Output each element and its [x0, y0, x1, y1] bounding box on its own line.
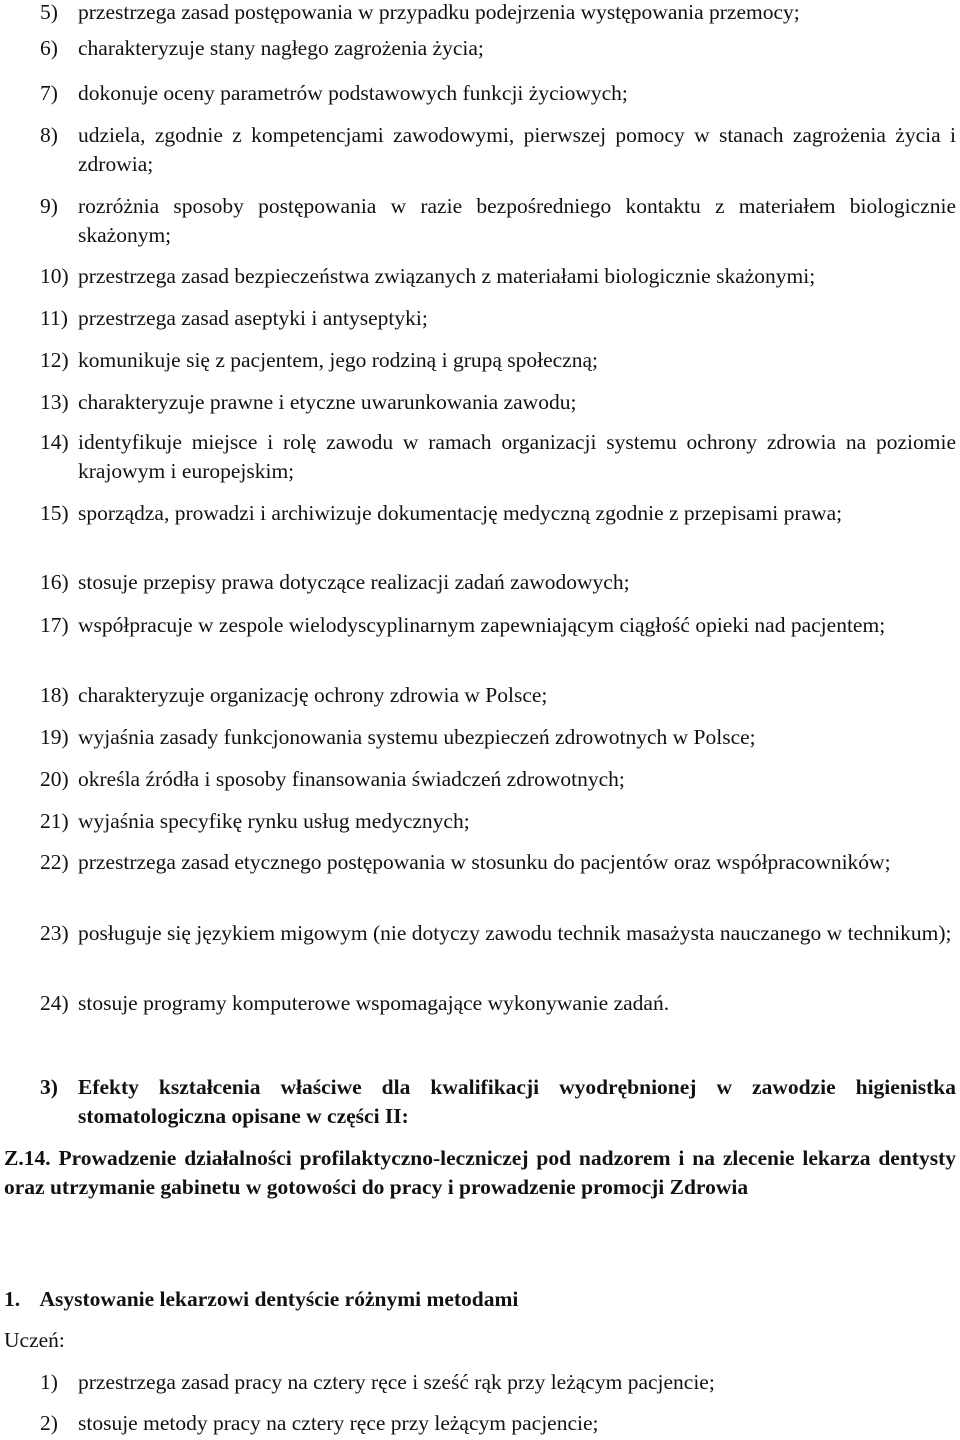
- list-item-number: 11): [40, 306, 68, 330]
- list-item-number: 15): [40, 501, 69, 525]
- list-item-number: 13): [40, 390, 69, 414]
- list-item: [40, 1368, 956, 1397]
- list-item-number: 14): [40, 430, 69, 454]
- list-item: [40, 428, 956, 486]
- student-label: Uczeń:: [4, 1328, 65, 1352]
- list-item: [40, 723, 956, 752]
- list-item-number: 17): [40, 613, 69, 637]
- list-item: [40, 388, 956, 417]
- list-item: [40, 807, 956, 836]
- list-item-text: sporządza, prowadzi i archiwizuje dokumentację medyczną zgodnie z przepisami prawa;: [78, 501, 843, 525]
- list-item-text: rozróżnia sposoby postępowania w razie bezpośredniego kontaktu z materiałem biologicznie skażonym;: [78, 194, 956, 247]
- list-item: [40, 192, 956, 250]
- list-item-number: 2): [40, 1411, 58, 1435]
- list-item-number: 7): [40, 81, 58, 105]
- section-title: Efekty kształcenia właściwe dla kwalifikacji wyodrębnionej w zawodzie higienistka stomatologiczna opisane w części II:: [78, 1075, 956, 1128]
- list-item: [40, 568, 956, 597]
- list-item-text: stosuje programy komputerowe wspomagające wykonywanie zadań.: [78, 991, 670, 1015]
- list-item-text: przestrzega zasad etycznego postępowania w stosunku do pacjentów oraz współpracowników;: [78, 850, 891, 874]
- qualification-title: Z.14. Prowadzenie działalności profilaktyczno-leczniczej pod nadzorem i na zlecenie lekarza dentysty oraz utrzymanie gabinetu w gotowości do pracy i prowadzenie promocji Zdrowia: [4, 1146, 956, 1199]
- list-item: [40, 1409, 956, 1438]
- section-number: 3): [40, 1075, 58, 1099]
- list-item-number: 18): [40, 683, 69, 707]
- subsection-number: 1.: [4, 1287, 21, 1311]
- list-item-text: określa źródła i sposoby finansowania świadczeń zdrowotnych;: [78, 767, 625, 791]
- list-item-text: identyfikuje miejsce i rolę zawodu w ramach organizacji systemu ochrony zdrowia na poziomie krajowym i europejskim;: [78, 430, 956, 483]
- list-item-text: przestrzega zasad bezpieczeństwa związanych z materiałami biologicznie skażonymi;: [78, 264, 816, 288]
- list-item: [40, 989, 956, 1018]
- list-item-number: 22): [40, 850, 69, 874]
- list-item: [40, 681, 956, 710]
- list-item: [40, 848, 956, 877]
- list-item-text: komunikuje się z pacjentem, jego rodziną i grupą społeczną;: [78, 348, 598, 372]
- list-item: [40, 611, 956, 640]
- list-item-text: stosuje metody pracy na cztery ręce przy leżącym pacjencie;: [78, 1411, 599, 1435]
- list-item-text: stosuje przepisy prawa dotyczące realizacji zadań zawodowych;: [78, 570, 630, 594]
- list-item-number: 24): [40, 991, 69, 1015]
- subsection-heading: [4, 1285, 518, 1314]
- list-item-number: 10): [40, 264, 69, 288]
- list-item-text: wyjaśnia specyfikę rynku usług medycznych;: [78, 809, 470, 833]
- list-item-text: współpracuje w zespole wielodyscyplinarnym zapewniającym ciągłość opieki nad pacjentem;: [78, 613, 886, 637]
- list-item: [40, 499, 956, 528]
- list-item-text: wyjaśnia zasady funkcjonowania systemu ubezpieczeń zdrowotnych w Polsce;: [78, 725, 756, 749]
- list-item-number: 9): [40, 194, 58, 218]
- list-item-number: 1): [40, 1370, 58, 1394]
- list-item-number: 8): [40, 123, 58, 147]
- list-item-text: udziela, zgodnie z kompetencjami zawodowymi, pierwszej pomocy w stanach zagrożenia życia i zdrowia;: [78, 123, 956, 176]
- list-item-number: 19): [40, 725, 69, 749]
- list-item-number: 20): [40, 767, 69, 791]
- list-item: [40, 121, 956, 179]
- list-item-number: 21): [40, 809, 69, 833]
- list-item-text: charakteryzuje stany nagłego zagrożenia życia;: [78, 36, 484, 60]
- list-item: [40, 919, 956, 948]
- list-item: [40, 34, 956, 63]
- list-item-number: 16): [40, 570, 69, 594]
- subsection-title: Asystowanie lekarzowi dentyście różnymi metodami: [39, 1287, 519, 1311]
- list-item-text: charakteryzuje organizację ochrony zdrowia w Polsce;: [78, 683, 548, 707]
- list-item-text: przestrzega zasad pracy na cztery ręce i sześć rąk przy leżącym pacjencie;: [78, 1370, 715, 1394]
- list-item: [40, 262, 956, 291]
- list-item-number: 12): [40, 348, 69, 372]
- list-item-text: przestrzega zasad aseptyki i antyseptyki;: [78, 306, 428, 330]
- section-heading: [40, 1073, 956, 1131]
- list-item-text: posługuje się językiem migowym (nie dotyczy zawodu technik masażysta nauczanego w technikum);: [78, 921, 952, 945]
- list-item-text: przestrzega zasad postępowania w przypadku podejrzenia występowania przemocy;: [78, 0, 800, 24]
- list-item-number: 5): [40, 0, 58, 24]
- list-item-number: 6): [40, 36, 58, 60]
- list-item: [40, 79, 956, 108]
- list-item: [40, 0, 956, 27]
- list-item: [40, 765, 956, 794]
- list-item-text: dokonuje oceny parametrów podstawowych funkcji życiowych;: [78, 81, 628, 105]
- list-item: [40, 346, 956, 375]
- list-item-number: 23): [40, 921, 69, 945]
- list-item-text: charakteryzuje prawne i etyczne uwarunkowania zawodu;: [78, 390, 577, 414]
- list-item: [40, 304, 956, 333]
